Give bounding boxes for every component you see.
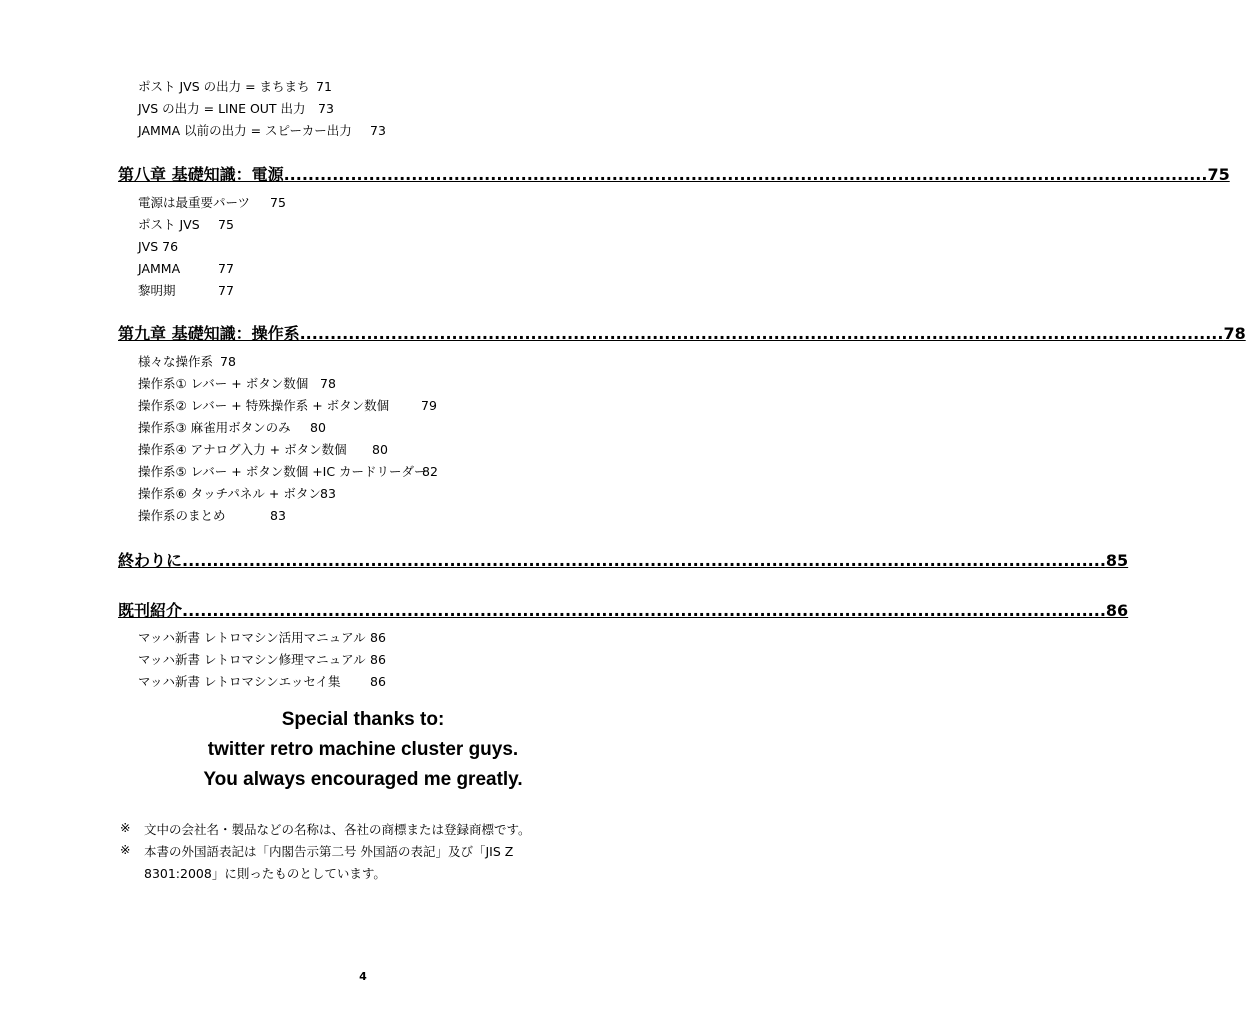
toc-entry-page: 71 — [316, 79, 332, 94]
toc-entry — [138, 79, 332, 95]
toc-entry — [138, 101, 334, 117]
toc-entry — [138, 217, 234, 233]
toc-entry-title: マッハ新書 レトロマシン修理マニュアル — [138, 652, 366, 667]
toc-entry-page: 83 — [270, 508, 286, 523]
toc-entry-title: 操作系⑤ レバー + ボタン数個 +IC カードリーダー — [138, 464, 427, 479]
toc-entry — [138, 261, 234, 277]
leader-dots: ........................................................................................................................................................ — [299, 324, 1224, 343]
toc-entry-title: 操作系④ アナログ入力 + ボタン数個 — [138, 442, 347, 457]
toc-entry-title: JVS の出力 = LINE OUT 出力 — [138, 101, 306, 116]
toc-entry-title: ポスト JVS の出力 = まちまち — [138, 79, 310, 94]
toc-entry — [138, 123, 386, 139]
toc-entry-page: 86 — [370, 630, 386, 645]
chapter-heading-ending — [118, 551, 1129, 571]
toc-entry — [138, 398, 437, 414]
toc-entry — [138, 354, 236, 370]
toc-entry — [138, 464, 438, 480]
toc-entry-page: 78 — [220, 354, 236, 369]
thanks-line-1: Special thanks to: — [281, 709, 445, 730]
toc-entry-page: 78 — [320, 376, 336, 391]
toc-entry-page: 83 — [320, 486, 336, 501]
chapter-page: 86 — [1105, 601, 1129, 620]
page-number: 4 — [359, 970, 367, 983]
toc-entry-page: 77 — [218, 283, 234, 298]
toc-entry-title: マッハ新書 レトロマシンエッセイ集 — [138, 674, 341, 689]
toc-entry-title: JVS 76 — [138, 239, 179, 254]
note-mark: ※ — [120, 842, 131, 857]
toc-entry — [138, 674, 386, 690]
chapter-title: 既刊紹介 — [118, 601, 183, 620]
note-2-line-1: 本書の外国語表記は「内閣告示第二号 外国語の表記」及び「JIS Z — [144, 844, 514, 859]
toc-entry-page: 75 — [218, 217, 234, 232]
toc-entry — [138, 195, 286, 211]
chapter-title: 第九章 基礎知識：操作系 — [118, 324, 300, 343]
toc-entry-page: 77 — [218, 261, 234, 276]
toc-entry-page: 73 — [370, 123, 386, 138]
toc-entry-page: 75 — [270, 195, 286, 210]
chapter-page: 78 — [1223, 324, 1246, 343]
chapter-page: 85 — [1105, 551, 1129, 570]
toc-entry-page: 79 — [421, 398, 437, 413]
toc-entry-title: 操作系⑥ タッチパネル + ボタン — [138, 486, 321, 501]
toc-entry-page: 73 — [318, 101, 334, 116]
note-1: 文中の会社名・製品などの名称は、各社の商標または登録商標です。 — [144, 822, 531, 837]
toc-entry — [138, 508, 286, 524]
chapter-heading-published — [118, 601, 1129, 621]
toc-entry — [138, 630, 386, 646]
toc-entry — [138, 239, 178, 255]
toc-entry-title: 様々な操作系 — [138, 354, 214, 369]
toc-entry-title: 黎明期 — [138, 283, 176, 298]
chapter-title: 第八章 基礎知識：電源 — [118, 165, 284, 184]
toc-entry-title: 操作系① レバー + ボタン数個 — [138, 376, 309, 391]
toc-entry-title: 操作系③ 麻雀用ボタンのみ — [138, 420, 291, 435]
thanks-line-3: You always encouraged me greatly. — [203, 769, 523, 790]
toc-entry-page: 86 — [370, 652, 386, 667]
toc-entry-title: マッハ新書 レトロマシン活用マニュアル — [138, 630, 366, 645]
chapter-page: 75 — [1207, 165, 1230, 184]
leader-dots: ........................................................................................................................................................ — [182, 601, 1106, 620]
note-2-line-2: 8301:2008」に則ったものとしています。 — [144, 866, 386, 881]
toc-entry-title: ポスト JVS — [138, 217, 200, 232]
chapter-heading-9 — [118, 324, 1246, 344]
toc-entry-title: JAMMA 以前の出力 = スピーカー出力 — [138, 123, 352, 138]
toc-entry-title: 操作系のまとめ — [138, 508, 226, 523]
leader-dots: ........................................................................................................................................................ — [283, 165, 1208, 184]
toc-entry-page: 80 — [372, 442, 388, 457]
chapter-title: 終わりに — [118, 551, 183, 570]
toc-entry — [138, 486, 336, 502]
toc-entry-page: 80 — [310, 420, 326, 435]
toc-entry-title: JAMMA — [138, 261, 181, 276]
note-mark: ※ — [120, 820, 131, 835]
toc-entry — [138, 652, 386, 668]
toc-entry-title: 電源は最重要パーツ — [138, 195, 251, 210]
toc-entry — [138, 442, 388, 458]
toc-entry-title: 操作系② レバー + 特殊操作系 + ボタン数個 — [138, 398, 390, 413]
toc-entry — [138, 376, 336, 392]
thanks-line-2: twitter retro machine cluster guys. — [207, 739, 519, 760]
toc-entry — [138, 283, 234, 299]
toc-entry-page: 86 — [370, 674, 386, 689]
toc-entry-page: 82 — [422, 464, 438, 479]
leader-dots: ........................................................................................................................................................ — [182, 551, 1106, 570]
toc-entry — [138, 420, 326, 436]
chapter-heading-8 — [118, 165, 1230, 185]
